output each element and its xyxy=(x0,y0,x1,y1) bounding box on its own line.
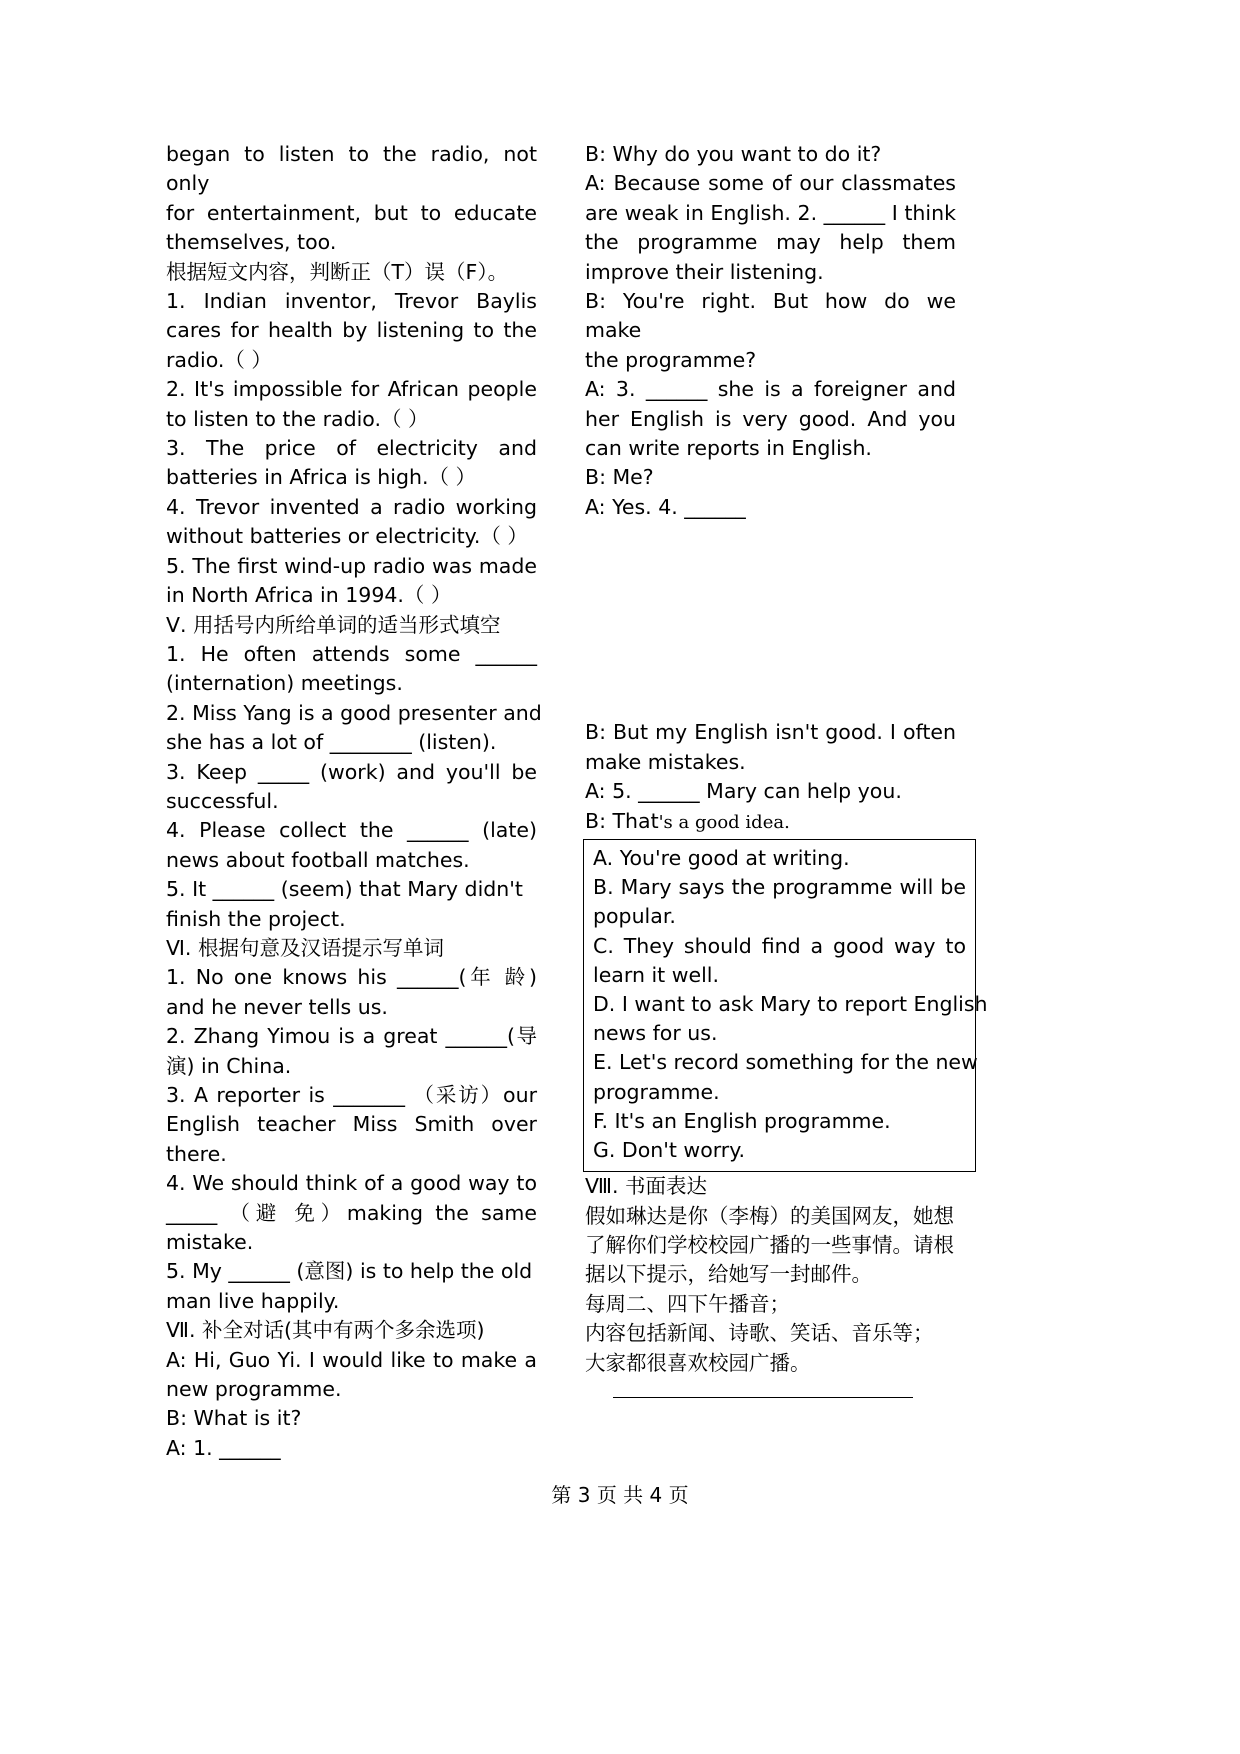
option-d: D. I want to ask Mary to report English xyxy=(593,991,988,1016)
section-5-line: 4. Please collect the ______ (late) xyxy=(166,818,537,843)
option-b: B. Mary says the programme will be xyxy=(593,875,966,900)
tf-instruction: 根据短文内容，判断正（T）误（F）。 xyxy=(166,259,509,284)
option-c-cont: learn it well. xyxy=(593,962,719,987)
tf-item-2-line: 2. It's impossible for African people xyxy=(166,377,537,402)
section-7-line: B: What is it? xyxy=(166,1406,302,1431)
option-e: E. Let's record something for the new xyxy=(593,1050,978,1075)
section-8-hint-line: 每周二、四下午播音； xyxy=(585,1291,790,1316)
section-6-line: 4. We should think of a good way to xyxy=(166,1171,537,1196)
section-6-line: there. xyxy=(166,1141,227,1166)
section-6-heading: Ⅵ. 根据句意及汉语提示写单词 xyxy=(166,935,444,960)
dialogue-line: A: Because some of our classmates xyxy=(585,171,956,196)
dialogue-line: A: 5. ______ Mary can help you. xyxy=(585,779,902,804)
dialogue-last-suffix: 's a good idea. xyxy=(658,811,790,833)
passage-line: themselves, too. xyxy=(166,230,337,255)
dialogue-line: B: You're right. But how do we make xyxy=(585,289,956,343)
dialogue-last-prefix: B: That xyxy=(585,808,659,833)
section-6-line: 3. A reporter is _______ （采访）our xyxy=(166,1083,537,1107)
section-6-line: 1. No one knows his ______(年 龄) xyxy=(166,965,537,990)
dialogue-line: A: Yes. 4. ______ xyxy=(585,494,746,519)
answer-write-line xyxy=(613,1396,913,1398)
dialogue-line: the programme? xyxy=(585,347,757,372)
option-e-cont: programme. xyxy=(593,1079,720,1104)
dialogue-line: make mistakes. xyxy=(585,749,746,774)
blank-answer-space xyxy=(585,522,956,718)
dialogue-line: can write reports in English. xyxy=(585,436,872,461)
option-d-cont: news for us. xyxy=(593,1021,718,1046)
tf-item-2-line: to listen to the radio.（ ） xyxy=(166,406,429,431)
option-g: G. Don't worry. xyxy=(593,1137,745,1162)
dialogue-line: A: 3. ______ she is a foreigner and xyxy=(585,377,956,402)
options-box xyxy=(583,839,988,1172)
option-c: C. They should find a good way to xyxy=(593,933,966,958)
section-6-line: _____ （避 免）making the same xyxy=(166,1200,537,1225)
tf-item-3-line: 3. The price of electricity and xyxy=(166,436,537,461)
section-5-line: successful. xyxy=(166,788,279,813)
section-6-line: and he never tells us. xyxy=(166,994,388,1019)
dialogue-line: the programme may help them xyxy=(585,230,956,255)
dialogue-line: improve their listening. xyxy=(585,259,824,284)
section-8-heading: Ⅷ. 书面表达 xyxy=(585,1174,708,1199)
section-6-line: man live happily. xyxy=(166,1288,340,1313)
dialogue-line-last xyxy=(585,807,956,837)
section-6-line: 5. My ______ (意图) is to help the old xyxy=(166,1259,533,1284)
section-8-hint-line: 内容包括新闻、诗歌、笑话、音乐等； xyxy=(585,1321,934,1346)
tf-item-4-line: without batteries or electricity.（ ） xyxy=(166,524,528,549)
section-8-prompt-line: 假如琳达是你（李梅）的美国网友，她想 xyxy=(585,1203,954,1228)
passage-line: for entertainment, but to educate xyxy=(166,200,537,225)
section-5-line: 5. It ______ (seem) that Mary didn't xyxy=(166,877,523,902)
section-5-line: finish the project. xyxy=(166,906,346,931)
section-5-line: she has a lot of ________ (listen). xyxy=(166,730,497,755)
section-8-prompt-line: 据以下提示，给她写一封邮件。 xyxy=(585,1262,872,1287)
tf-item-1-line: cares for health by listening to the xyxy=(166,318,537,343)
section-6-line: 2. Zhang Yimou is a great ______(导 xyxy=(166,1024,537,1049)
section-7-heading: Ⅶ. 补全对话(其中有两个多余选项) xyxy=(166,1318,485,1343)
dialogue-line: B: Why do you want to do it? xyxy=(585,142,882,166)
section-5-heading: Ⅴ. 用括号内所给单词的适当形式填空 xyxy=(166,612,501,637)
option-b-cont: popular. xyxy=(593,904,676,929)
dialogue-line: are weak in English. 2. ______ I think xyxy=(585,200,956,225)
dialogue-line: B: Me? xyxy=(585,465,654,490)
tf-item-1-line: radio.（ ） xyxy=(166,347,272,372)
tf-item-1-line: 1. Indian inventor, Trevor Baylis xyxy=(166,289,537,314)
right-column xyxy=(585,140,988,1463)
tf-item-5-line: 5. The first wind-up radio was made xyxy=(166,553,537,578)
section-7-line: A: Hi, Guo Yi. I would like to make a xyxy=(166,1347,537,1372)
two-column-body xyxy=(166,140,988,1463)
section-6-line: English teacher Miss Smith over xyxy=(166,1112,537,1137)
section-7-line: new programme. xyxy=(166,1377,342,1402)
tf-item-4-line: 4. Trevor invented a radio working xyxy=(166,494,537,519)
section-5-line: (internation) meetings. xyxy=(166,671,403,696)
left-column xyxy=(166,140,542,1463)
section-5-line: 3. Keep _____ (work) and you'll be xyxy=(166,759,537,784)
section-6-line: 演) in China. xyxy=(166,1053,292,1078)
dialogue-line: B: But my English isn't good. I often xyxy=(585,720,956,745)
option-a: A. You're good at writing. xyxy=(593,845,850,870)
option-f: F. It's an English programme. xyxy=(593,1108,891,1133)
page-footer: 第 3 页 共 4 页 xyxy=(551,1483,689,1507)
section-6-line: mistake. xyxy=(166,1230,254,1255)
dialogue-line: her English is very good. And you xyxy=(585,406,956,431)
tf-item-5-line: in North Africa in 1994.（ ） xyxy=(166,583,452,608)
section-8-prompt-line: 了解你们学校校园广播的一些事情。请根 xyxy=(585,1232,954,1257)
section-5-line: news about football matches. xyxy=(166,847,470,872)
passage-line: began to listen to the radio, not only xyxy=(166,142,537,196)
section-5-line: 2. Miss Yang is a good presenter and xyxy=(166,700,542,725)
tf-item-3-line: batteries in Africa is high.（ ） xyxy=(166,465,477,490)
section-7-line: A: 1. ______ xyxy=(166,1435,281,1460)
section-8-hint-line: 大家都很喜欢校园广播。 xyxy=(585,1350,811,1375)
section-5-line: 1. He often attends some ______ xyxy=(166,641,537,666)
